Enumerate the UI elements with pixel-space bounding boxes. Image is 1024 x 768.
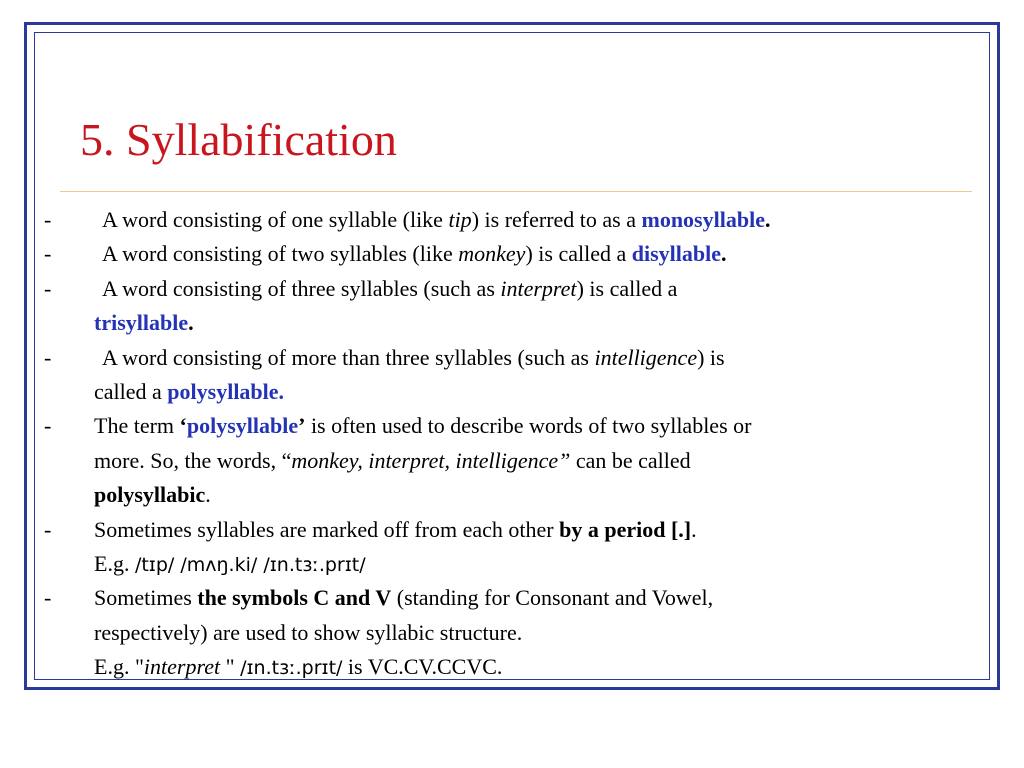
bullet-text: The term ‘polysyllable’ is often used to describe words of two syllables or	[94, 413, 752, 439]
example-text: E.g. /tɪp/ /mʌŋ.ki/ /ɪn.tɜː.prɪt/	[94, 550, 366, 576]
bullet-text: A word consisting of one syllable (like tip) is referred to as a monosyllable.	[102, 207, 771, 232]
bullet-text: respectively) are used to show syllabic structure.	[94, 619, 523, 645]
example-word: interpret	[143, 654, 221, 680]
bullet-dash: -	[44, 207, 52, 232]
term-bold: polysyllabic	[94, 482, 206, 508]
bullet-dash: -	[44, 413, 52, 439]
bullet-dash: -	[44, 344, 52, 370]
bullet-dash: -	[44, 275, 52, 301]
bullet-period-marking	[44, 513, 984, 547]
bullet-continuation	[44, 306, 984, 340]
bullet-dash: -	[44, 241, 52, 267]
example-word: monkey	[458, 241, 526, 267]
term-highlight: polysyllable	[186, 413, 299, 439]
bullet-polysyllable	[44, 341, 984, 375]
bullet-text: called a polysyllable.	[94, 378, 285, 404]
example-text: E.g. "interpret " /ɪn.tɜː.prɪt/ is VC.CV.CCVC.	[94, 654, 503, 680]
bullet-continuation	[44, 444, 984, 478]
bullet-continuation	[44, 375, 984, 409]
title-divider	[60, 191, 972, 192]
bullet-text: more. So, the words, “monkey, interpret, intelligence” can be called	[94, 447, 691, 473]
term-bold: by a period [.]	[559, 516, 692, 542]
term-bold: the symbols C and V	[197, 585, 392, 611]
example-line	[44, 650, 984, 684]
term-highlight: trisyllable	[94, 310, 189, 336]
slide-content	[44, 203, 984, 684]
bullet-text: trisyllable.	[94, 310, 194, 336]
bullet-dash: -	[44, 516, 52, 542]
bullet-text: A word consisting of more than three syllables (such as intelligence) is	[102, 344, 725, 370]
bullet-text: Sometimes the symbols C and V (standing for Consonant and Vowel,	[94, 585, 714, 611]
term-highlight: disyllable	[631, 241, 721, 267]
bullet-text: A word consisting of three syllables (such as interpret) is called a	[102, 275, 678, 301]
bullet-text: polysyllabic.	[94, 482, 211, 508]
bullet-disyllable	[44, 237, 984, 271]
bullet-trisyllable	[44, 272, 984, 306]
bullet-monosyllable	[44, 203, 984, 237]
example-words: monkey, interpret, intelligence”	[291, 447, 571, 473]
term-highlight: polysyllable.	[167, 378, 285, 404]
bullet-continuation	[44, 616, 984, 650]
bullet-cv-symbols	[44, 581, 984, 615]
example-word: intelligence	[594, 344, 698, 370]
example-word: tip	[448, 207, 472, 232]
bullet-continuation	[44, 478, 984, 512]
example-line	[44, 547, 984, 581]
bullet-dash: -	[44, 585, 52, 611]
example-word: interpret	[500, 275, 577, 301]
bullet-polysyllable-usage	[44, 409, 984, 443]
slide-title: 5. Syllabification	[80, 114, 397, 165]
bullet-text: A word consisting of two syllables (like monkey) is called a disyllable.	[102, 241, 727, 267]
bullet-text: Sometimes syllables are marked off from each other by a period [.].	[94, 516, 697, 542]
term-highlight: monosyllable	[641, 207, 765, 232]
ipa-transcription: /tɪp/ /mʌŋ.ki/ /ɪn.tɜː.prɪt/	[134, 553, 366, 576]
ipa-transcription: /ɪn.tɜː.prɪt/	[240, 657, 343, 680]
